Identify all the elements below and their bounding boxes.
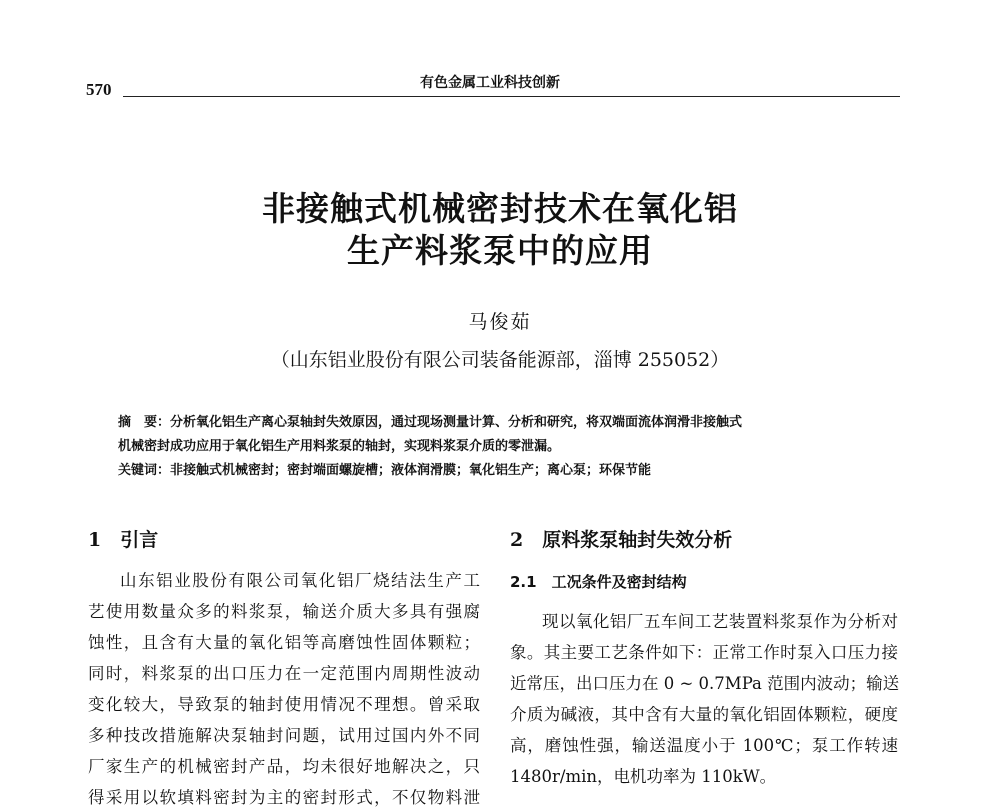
abstract-line-2: 机械密封成功应用于氧化铝生产用料浆泵的轴封，实现料浆泵介质的零泄漏。	[118, 439, 561, 454]
page-number: 570	[86, 80, 112, 99]
body-line: 1480r/min，电机功率为 110kW。	[510, 767, 777, 786]
body-line: 近常压，出口压力在 0 ~ 0.7MPa 范围内波动；输送	[510, 674, 900, 693]
body-line: 多种技改措施解决泵轴封问题，试用过国内外不同	[88, 726, 480, 745]
body-line: 厂家生产的机械密封产品，均未很好地解决之，只	[88, 757, 480, 776]
section-2-heading: 2 原料浆泵轴封失效分析	[510, 529, 733, 551]
body-line: 艺使用数量众多的料浆泵，输送介质大多具有强腐	[88, 602, 480, 621]
body-line: 象。其主要工艺条件如下：正常工作时泵入口压力接	[510, 643, 898, 662]
body-line: 山东铝业股份有限公司氧化铝厂烧结法生产工	[120, 571, 480, 590]
journal-name: 有色金属工业科技创新	[380, 72, 600, 92]
author: 马俊茹	[468, 311, 532, 333]
section-1-heading: 1 引言	[88, 529, 159, 551]
header-rule	[123, 96, 900, 97]
body-line: 同时，料浆泵的出口压力在一定范围内周期性波动	[88, 664, 480, 683]
title-line-1: 非接触式机械密封技术在氧化铝	[262, 189, 738, 228]
body-line: 介质为碱液，其中含有大量的氧化铝固体颗粒，硬度	[510, 705, 898, 724]
title-line-2: 生产料浆泵中的应用	[347, 231, 653, 270]
body-line: 得采用以软填料密封为主的密封形式，不仅物料泄	[88, 788, 480, 807]
subsection-2-1-heading: 2.1 工况条件及密封结构	[510, 573, 687, 591]
affiliation: （山东铝业股份有限公司装备能源部，淄博 255052）	[270, 349, 730, 371]
keywords: 关键词：非接触式机械密封；密封端面螺旋槽；液体润滑膜；氧化铝生产；离心泵；环保节能	[118, 463, 652, 478]
body-line: 现以氧化铝厂五车间工艺装置料浆泵作为分析对	[542, 612, 898, 631]
body-line: 蚀性，且含有大量的氧化铝等高磨蚀性固体颗粒；	[88, 633, 480, 652]
abstract-line-1: 摘 要：分析氧化铝生产离心泵轴封失效原因，通过现场测量计算、分析和研究，将双端面流体润滑非接触式	[118, 415, 743, 430]
body-line: 高，磨蚀性强，输送温度小于 100℃；泵工作转速	[510, 736, 898, 755]
body-line: 变化较大，导致泵的轴封使用情况不理想。曾采取	[88, 695, 480, 714]
